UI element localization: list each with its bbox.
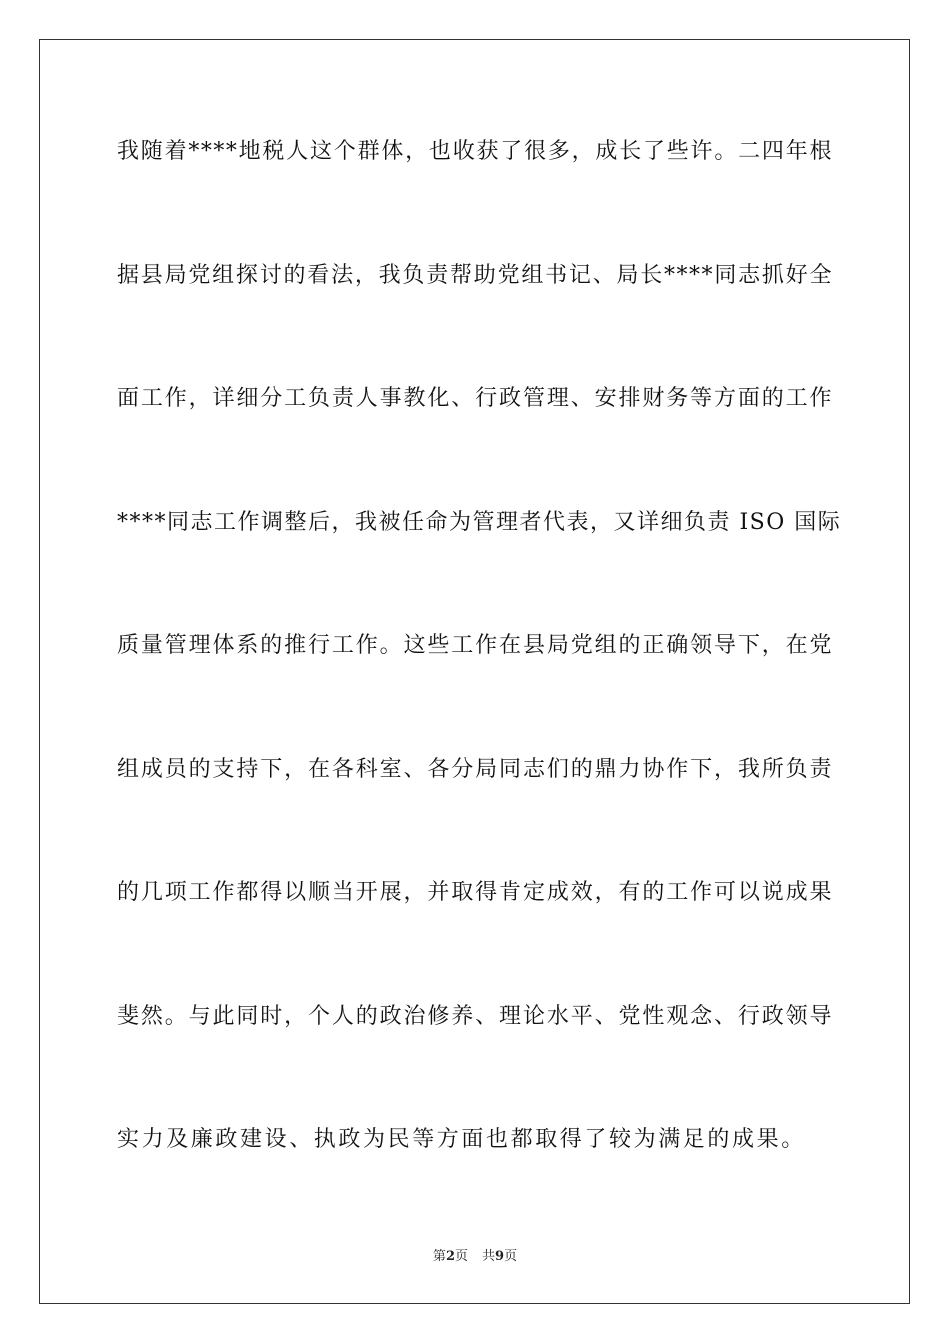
text-line-2: 据县局党组探讨的看法，我负责帮助党组书记、局长****同志抓好全 xyxy=(117,262,833,288)
text-line-5: 质量管理体系的推行工作。这些工作在县局党组的正确领导下，在党 xyxy=(117,633,833,658)
text-line-7: 的几项工作都得以顺当开展，并取得肯定成效，有的工作可以说成果 xyxy=(117,880,833,905)
page-footer xyxy=(0,1245,950,1264)
text-line-4: ****同志工作调整后，我被任命为管理者代表，又详细负责 ISO 国际 xyxy=(117,509,842,535)
text-line-1: 我随着****地税人这个群体，也收获了很多，成长了些许。二四年根 xyxy=(117,139,833,164)
text-line-8: 斐然。与此同时，个人的政治修养、理论水平、党性观念、行政领导 xyxy=(117,1003,833,1029)
total-prefix: 共 xyxy=(482,1249,496,1264)
page-suffix: 页 xyxy=(454,1249,468,1264)
text-line-6: 组成员的支持下，在各科室、各分局同志们的鼎力协作下，我所负责 xyxy=(117,756,833,782)
page-number: 2 xyxy=(445,1249,455,1264)
total-pages: 9 xyxy=(495,1249,505,1264)
text-line-9: 实力及廉政建设、执政为民等方面也都取得了较为满足的成果。 xyxy=(117,1127,806,1152)
text-line-3: 面工作，详细分工负责人事教化、行政管理、安排财务等方面的工作 xyxy=(117,386,833,411)
document-body xyxy=(117,122,842,1234)
page-prefix: 第 xyxy=(432,1249,446,1264)
total-suffix: 页 xyxy=(504,1249,518,1264)
